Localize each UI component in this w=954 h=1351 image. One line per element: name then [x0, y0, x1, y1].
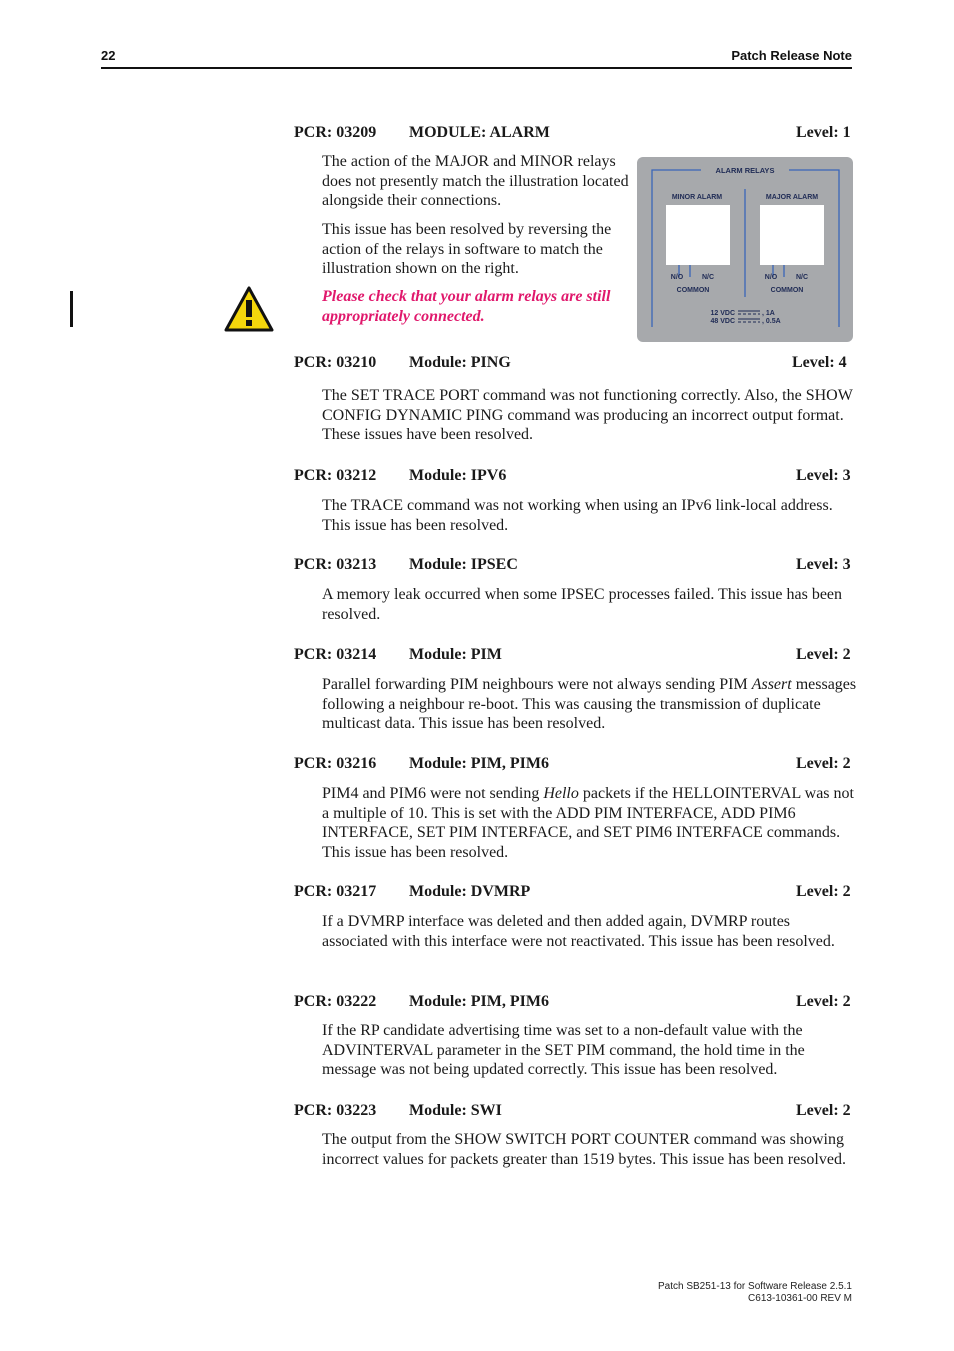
major-alarm-label: MAJOR ALARM [765, 194, 819, 201]
pcr-description: If a DVMRP interface was deleted and then added again, DVMRP routes associated with this interface were not reactivated. This issue has been resolved. [322, 913, 835, 950]
05a-label: , 0.5A [762, 318, 781, 325]
page-footer [658, 1281, 852, 1305]
12vdc-label: 12 VDC [710, 310, 735, 317]
pcr-level: Level: 4 [792, 354, 847, 371]
pcr-number: PCR: 03217 [294, 883, 377, 900]
pcr-level: Level: 2 [796, 646, 851, 663]
desc-italic: Hello [543, 785, 579, 802]
major-no-label: N/O [764, 274, 778, 281]
pcr-level: Level: 1 [796, 124, 851, 141]
pcr-number: PCR: 03213 [294, 556, 377, 573]
pcr-description: A memory leak occurred when some IPSEC processes failed. This issue has been resolved. [322, 586, 843, 623]
desc-italic: Assert [751, 676, 792, 693]
pcr-description [322, 784, 857, 862]
pcr-level: Level: 2 [796, 1102, 851, 1119]
pcr-module: Module: IPV6 [409, 467, 507, 484]
pcr-level: Level: 3 [796, 467, 851, 484]
desc-text: packets if the HELLOINTERVAL was not a multiple of 10. This is set with the ADD PIM INTERFACE, ADD PIM6 INTERFACE, SET PIM INTERFACE, and SET PIM6 INTERFACE commands. This issue has been resolved. [322, 785, 854, 861]
pcr-module: Module: IPSEC [409, 556, 518, 573]
pcr-module: Module: PIM [409, 646, 502, 663]
pcr-level: Level: 2 [796, 993, 851, 1010]
pcr-level: Level: 2 [796, 755, 851, 772]
warning-icon [223, 285, 275, 338]
48vdc-label: 48 VDC [710, 318, 735, 325]
pcr-description: If the RP candidate advertising time was set to a non-default value with the ADVINTERVAL parameter in the SET PIM command, the hold time in the message was not being updated correctly. This issue has been resolved. [322, 1022, 805, 1078]
major-nc-label: N/C [795, 274, 809, 281]
pcr-number: PCR: 03216 [294, 755, 377, 772]
pcr-level: Level: 2 [796, 883, 851, 900]
pcr-module: MODULE: ALARM [409, 124, 550, 141]
relay-title: ALARM RELAYS [715, 166, 775, 175]
minor-common-label: COMMON [676, 287, 710, 294]
page-number: 22 [101, 48, 116, 63]
pcr-number: PCR: 03222 [294, 993, 377, 1010]
minor-alarm-terminal [666, 205, 730, 265]
pcr-number: PCR: 03209 [294, 124, 377, 141]
header-rule [101, 67, 852, 69]
header-title: Patch Release Note [731, 48, 852, 63]
alarm-warning: Please check that your alarm relays are still appropriately connected. [322, 288, 611, 325]
alarm-paragraph-2: This issue has been resolved by reversing the action of the relays in software to match the illustration shown on the right. [322, 221, 612, 277]
pcr-module: Module: PING [409, 354, 511, 371]
change-bar [70, 291, 73, 327]
desc-text: PIM4 and PIM6 were not sending [322, 785, 544, 802]
pcr-description: The output from the SHOW SWITCH PORT COUNTER command was showing incorrect values for packets greater than 1519 bytes. This issue has been resolved. [322, 1131, 846, 1168]
alarm-relays-diagram [637, 157, 853, 342]
major-alarm-terminal [760, 205, 824, 265]
minor-alarm-label: MINOR ALARM [671, 194, 723, 201]
major-common-label: COMMON [770, 287, 804, 294]
pcr-number: PCR: 03210 [294, 354, 377, 371]
minor-no-label: N/O [670, 274, 684, 281]
pcr-description [322, 675, 857, 734]
1a-label: , 1A [762, 310, 775, 317]
alarm-paragraph-1: The action of the MAJOR and MINOR relays does not presently match the illustration located alongside their connections. [322, 153, 629, 209]
desc-text: messages following a neighbour re-boot. This was causing the transmission of duplicate multicast data. This issue has been resolved. [322, 676, 857, 732]
pcr-description: The TRACE command was not working when using an IPv6 link-local address. This issue has been resolved. [322, 497, 833, 534]
pcr-number: PCR: 03223 [294, 1102, 377, 1119]
desc-text: Parallel forwarding PIM neighbours were not always sending PIM [322, 676, 752, 693]
pcr-level: Level: 3 [796, 556, 851, 573]
pcr-module: Module: DVMRP [409, 883, 531, 900]
pcr-module: Module: SWI [409, 1102, 502, 1119]
pcr-module: Module: PIM, PIM6 [409, 993, 549, 1010]
footer-doc-number: C613-10361-00 REV M [748, 1293, 852, 1304]
pcr-number: PCR: 03214 [294, 646, 377, 663]
pcr-description: The SET TRACE PORT command was not functioning correctly. Also, the SHOW CONFIG DYNAMIC PING command was producing an incorrect output format. These issues have been resolved. [322, 387, 853, 443]
footer-patch-line: Patch SB251-13 for Software Release 2.5.1 [657, 1281, 852, 1292]
minor-nc-label: N/C [701, 274, 715, 281]
pcr-number: PCR: 03212 [294, 467, 377, 484]
pcr-module: Module: PIM, PIM6 [409, 755, 549, 772]
